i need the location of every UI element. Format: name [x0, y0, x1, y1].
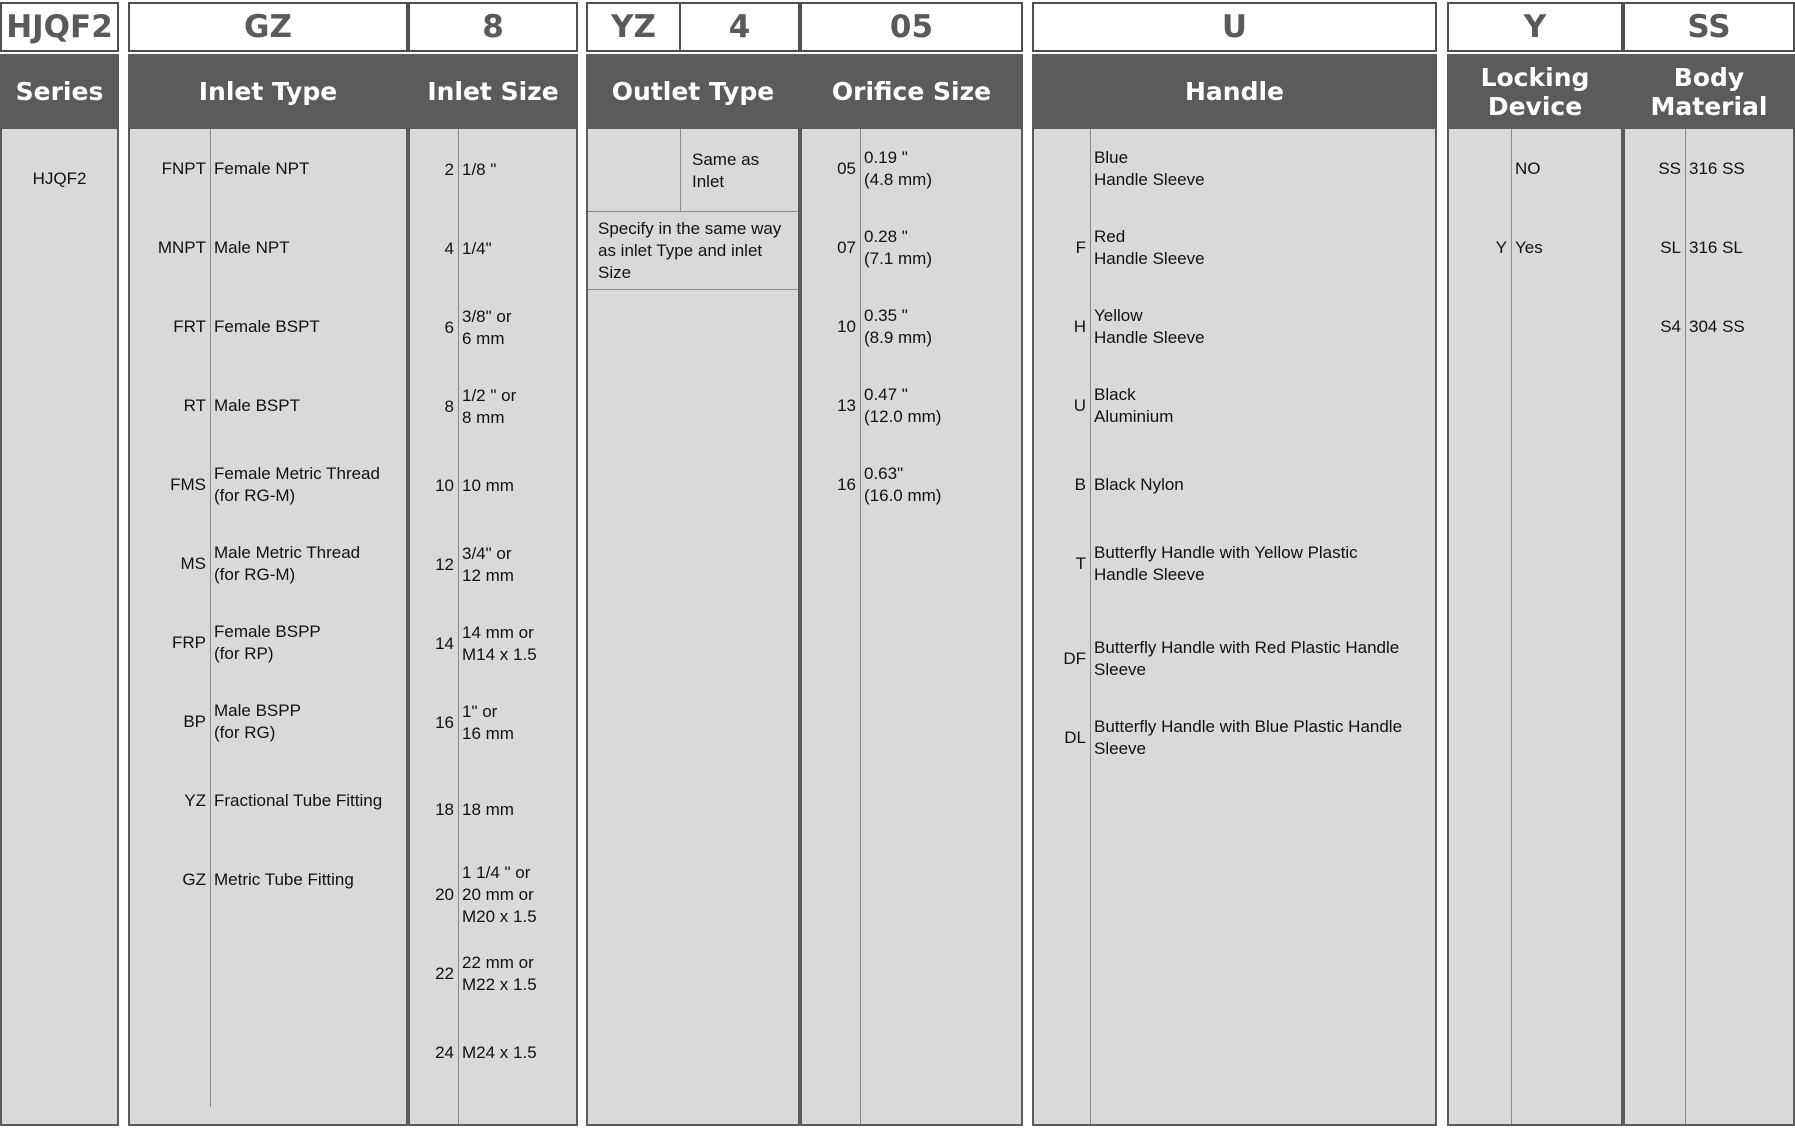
inlet-size-row	[410, 372, 576, 442]
handle-row-label: Butterfly Handle with Red Plastic Handle Sleeve	[1094, 638, 1400, 679]
orifice-row-label: 0.47 " (12.0 mm)	[864, 385, 942, 426]
inlet-size-row-code: 24	[435, 1043, 454, 1062]
handle-row-label: Butterfly Handle with Yellow Plastic Handle Sleeve	[1094, 543, 1358, 584]
material-row	[1625, 154, 1793, 184]
orifice-row-code: 07	[837, 238, 856, 257]
inlet-size-column	[408, 129, 578, 1126]
locking-code: Y	[1447, 2, 1623, 52]
inlet-type-column	[128, 129, 408, 1126]
handle-row	[1034, 302, 1435, 352]
inlet-size-row	[410, 939, 576, 1009]
inlet-size-row	[410, 214, 576, 284]
series-header: Series	[0, 54, 119, 129]
inlet-type-row	[130, 223, 406, 273]
locking-row-code: Y	[1495, 238, 1507, 257]
inlet-size-row-label: 18 mm	[462, 800, 514, 819]
inlet-type-row	[130, 618, 406, 668]
series-code: HJQF2	[0, 2, 119, 52]
handle-header: Handle	[1032, 54, 1437, 129]
inlet-type-row-label: Metric Tube Fitting	[214, 870, 354, 889]
inlet-size-row-label: 1/4"	[462, 239, 492, 258]
inlet-size-row-code: 12	[435, 555, 454, 574]
inlet-type-row-label: Female Metric Thread (for RG-M)	[214, 464, 380, 505]
inlet-type-row-label: Male Metric Thread (for RG-M)	[214, 543, 361, 584]
orifice-row	[802, 144, 1021, 194]
inlet-size-row-code: 8	[444, 397, 454, 416]
inlet-type-row-code: MNPT	[157, 238, 206, 257]
material-row	[1625, 233, 1793, 263]
inlet-type-row	[130, 460, 406, 510]
material-code: SS	[1623, 2, 1795, 52]
inlet-size-row	[410, 1018, 576, 1088]
inlet-type-row-label: Male BSPP (for RG)	[214, 701, 301, 742]
handle-row-label: Black Nylon	[1094, 475, 1184, 494]
handle-row-code: U	[1073, 396, 1086, 415]
inlet-size-row	[410, 135, 576, 205]
inlet-size-row-label: M24 x 1.5	[462, 1043, 537, 1062]
inlet-type-row-code: RT	[183, 396, 206, 415]
inlet-type-row	[130, 697, 406, 747]
inlet-type-row	[130, 381, 406, 431]
inlet-size-row-label: 3/4" or 12 mm	[462, 544, 514, 585]
orifice-row	[802, 381, 1021, 431]
inlet-type-row-code: GZ	[182, 870, 206, 889]
inlet-size-row	[410, 609, 576, 679]
handle-row-code: DF	[1063, 649, 1086, 668]
outlet-specify-note: Specify in the same way as inlet Type and inlet Size	[598, 219, 782, 282]
handle-code: U	[1032, 2, 1437, 52]
orifice-code: 05	[800, 2, 1023, 52]
inlet-size-row-label: 1/8 "	[462, 160, 497, 179]
inlet-type-row	[130, 855, 406, 905]
handle-row-code: B	[1074, 475, 1086, 494]
inlet-size-row	[410, 688, 576, 758]
handle-row-code: F	[1075, 238, 1086, 257]
material-row-code: SS	[1658, 159, 1681, 178]
material-header: Body Material	[1623, 54, 1795, 129]
inlet-type-row-label: Fractional Tube Fitting	[214, 791, 383, 810]
inlet-type-row-label: Male NPT	[214, 238, 290, 257]
handle-row-code: DL	[1064, 728, 1086, 747]
outlet-size-code: 4	[679, 2, 800, 52]
handle-row-label: Red Handle Sleeve	[1094, 227, 1205, 268]
inlet-type-row-code: YZ	[184, 791, 206, 810]
inlet-size-row-label: 22 mm or M22 x 1.5	[462, 953, 537, 994]
outlet-type-header: Outlet Type	[586, 54, 800, 129]
inlet-size-row-code: 10	[435, 476, 454, 495]
orifice-row-label: 0.19 " (4.8 mm)	[864, 148, 932, 189]
locking-column	[1447, 129, 1623, 1126]
handle-row-label: Butterfly Handle with Blue Plastic Handle Sleeve	[1094, 717, 1403, 758]
handle-column	[1032, 129, 1437, 1126]
material-row-label: 316 SS	[1689, 159, 1745, 178]
handle-row-label: Black Aluminium	[1094, 385, 1174, 426]
inlet-size-row-code: 20	[435, 885, 454, 904]
material-column	[1623, 129, 1795, 1126]
outlet-same-as-inlet: Same as Inlet	[692, 150, 760, 191]
locking-header: Locking Device	[1447, 54, 1623, 129]
orifice-row-code: 05	[837, 159, 856, 178]
orifice-column	[800, 129, 1023, 1126]
handle-row	[1034, 381, 1435, 431]
handle-row-code: H	[1073, 317, 1086, 336]
orifice-row	[802, 302, 1021, 352]
inlet-size-row-code: 2	[444, 160, 454, 179]
handle-row	[1034, 634, 1435, 684]
orifice-row	[802, 223, 1021, 273]
inlet-size-row-label: 1 1/4 " or 20 mm or M20 x 1.5	[462, 863, 537, 926]
inlet-type-row	[130, 776, 406, 826]
inlet-size-row-label: 10 mm	[462, 476, 514, 495]
inlet-type-row	[130, 302, 406, 352]
outlet-type-code: YZ	[586, 2, 681, 52]
inlet-size-row-label: 1" or 16 mm	[462, 702, 514, 743]
inlet-size-row-code: 14	[435, 634, 454, 653]
inlet-size-header: Inlet Size	[408, 54, 578, 129]
handle-row	[1034, 460, 1435, 510]
locking-row	[1449, 154, 1621, 184]
handle-row	[1034, 713, 1435, 763]
orifice-header: Orifice Size	[800, 54, 1023, 129]
inlet-type-row-code: FNPT	[161, 159, 206, 178]
inlet-size-row-code: 4	[444, 239, 454, 258]
orifice-row-label: 0.28 " (7.1 mm)	[864, 227, 932, 268]
inlet-size-row-code: 22	[435, 964, 454, 983]
handle-row	[1034, 539, 1435, 589]
inlet-type-row-label: Female NPT	[214, 159, 310, 178]
series-column	[0, 129, 119, 1126]
inlet-size-row-code: 16	[435, 713, 454, 732]
inlet-type-row-code: BP	[183, 712, 206, 731]
inlet-type-header: Inlet Type	[128, 54, 408, 129]
inlet-size-row	[410, 530, 576, 600]
inlet-type-row-code: MS	[180, 554, 206, 573]
inlet-type-row	[130, 539, 406, 589]
outlet-type-column	[586, 129, 800, 1126]
orifice-row-code: 10	[837, 317, 856, 336]
inlet-type-row	[130, 144, 406, 194]
orifice-row	[802, 460, 1021, 510]
inlet-size-row-label: 14 mm or M14 x 1.5	[462, 623, 537, 664]
handle-row-label: Blue Handle Sleeve	[1094, 148, 1205, 189]
inlet-size-row	[410, 293, 576, 363]
material-row	[1625, 312, 1793, 342]
inlet-type-row-code: FRT	[173, 317, 206, 336]
handle-row	[1034, 144, 1435, 194]
inlet-type-row-code: FMS	[170, 475, 206, 494]
locking-row-label: Yes	[1515, 238, 1543, 257]
inlet-size-row-code: 18	[435, 800, 454, 819]
inlet-size-row	[410, 451, 576, 521]
locking-row-label: NO	[1515, 159, 1541, 178]
orifice-row-label: 0.35 " (8.9 mm)	[864, 306, 932, 347]
inlet-size-row-code: 6	[444, 318, 454, 337]
inlet-type-code: GZ	[128, 2, 408, 52]
inlet-size-row-label: 1/2 " or 8 mm	[462, 386, 517, 427]
orifice-row-code: 16	[837, 475, 856, 494]
material-row-code: S4	[1660, 317, 1681, 336]
inlet-type-row-label: Female BSPP (for RP)	[214, 622, 321, 663]
inlet-size-row	[410, 860, 576, 930]
orifice-row-label: 0.63" (16.0 mm)	[864, 464, 942, 505]
handle-row	[1034, 223, 1435, 273]
handle-row-code: T	[1075, 554, 1086, 573]
orifice-row-code: 13	[837, 396, 856, 415]
inlet-type-row-code: FRP	[172, 633, 206, 652]
inlet-size-code: 8	[408, 2, 578, 52]
material-row-label: 304 SS	[1689, 317, 1745, 336]
locking-row	[1449, 233, 1621, 263]
handle-row-label: Yellow Handle Sleeve	[1094, 306, 1205, 347]
inlet-type-row-label: Male BSPT	[214, 396, 300, 415]
material-row-code: SL	[1660, 238, 1681, 257]
series-value: HJQF2	[32, 169, 87, 188]
material-row-label: 316 SL	[1689, 238, 1743, 257]
inlet-size-row-label: 3/8" or 6 mm	[462, 307, 512, 348]
inlet-size-row	[410, 775, 576, 845]
inlet-type-row-label: Female BSPT	[214, 317, 320, 336]
